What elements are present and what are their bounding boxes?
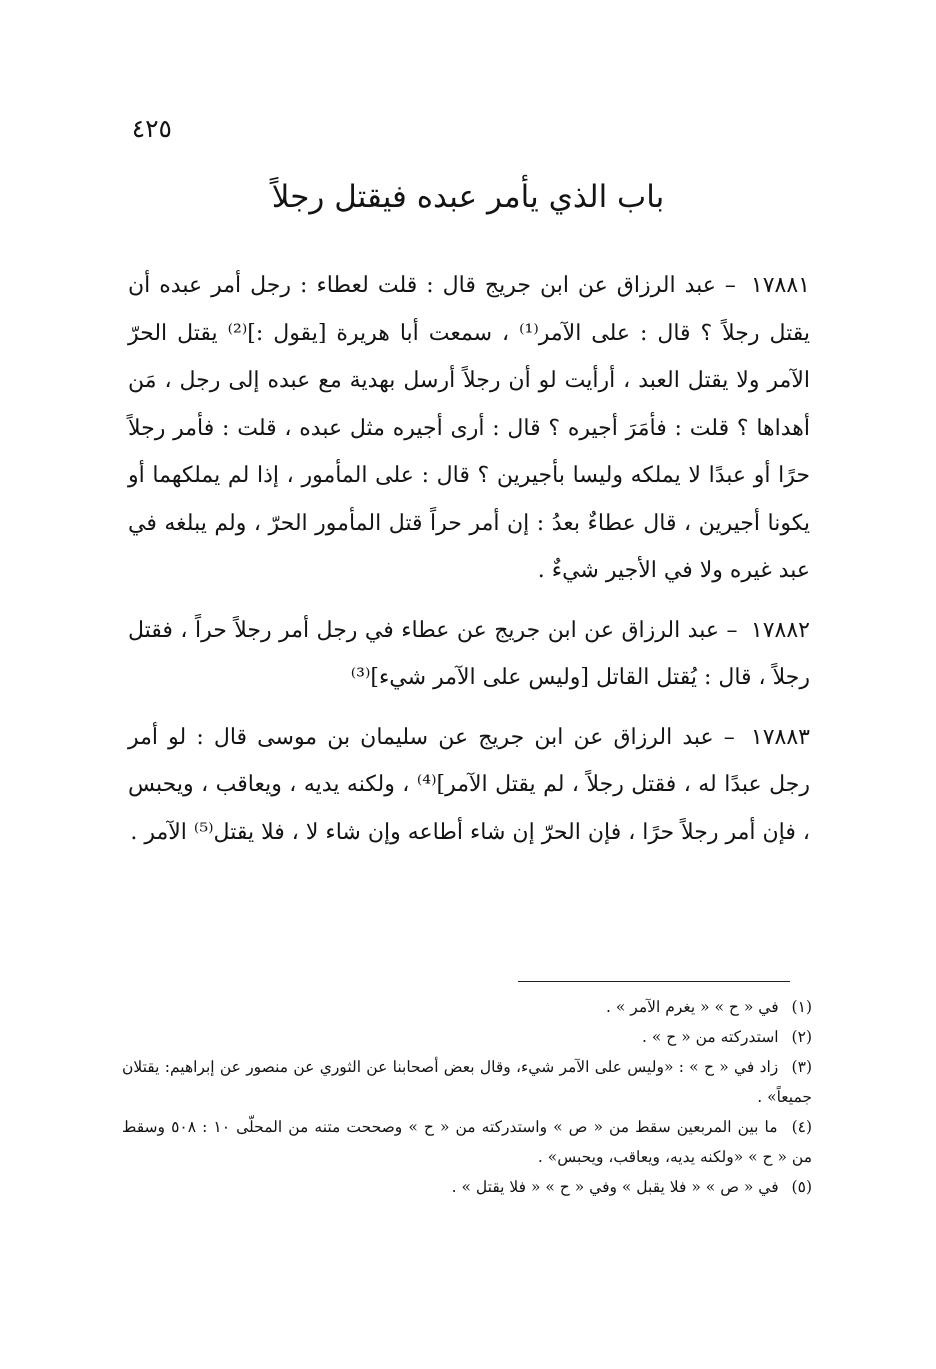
footnote bbox=[122, 1172, 812, 1202]
hadith-paragraph bbox=[128, 262, 810, 595]
footnote-text: زاد في « ح » : «وليس على الآمر شيء، وقال بعض أصحابنا عن الثوري عن منصور عن إبراهيم: يقتلان جميعاً» . bbox=[122, 1058, 812, 1106]
hadith-paragraph bbox=[128, 607, 810, 702]
hadith-text: – عبد الرزاق عن ابن جريج عن عطاء في رجل أمر رجلاً حراً ، فقتل رجلاً ، قال : يُقتل القاتل [وليس على الآمر شيء]⁽³⁾ bbox=[128, 617, 810, 690]
footnotes bbox=[122, 992, 812, 1202]
footnote bbox=[122, 1112, 812, 1172]
footnote-number: (٤) bbox=[791, 1118, 813, 1136]
footnote-text: في « ح » « يغرم الآمر » . bbox=[606, 998, 779, 1016]
footnote-number: (١) bbox=[791, 998, 812, 1016]
footnote-text: ما بين المربعين سقط من « ص » واستدركته من « ح » وصححت متنه من المحلّى ١٠ : ٥٠٨ وسقط من « ح » «ولكنه يديه، ويعاقب، ويحبس» . bbox=[122, 1118, 812, 1166]
footnote-number: (٣) bbox=[791, 1058, 812, 1076]
footnote-text: في « ص » « فلا يقبل » وفي « ح » « فلا يقتل » . bbox=[451, 1178, 779, 1196]
footnote-text: استدركته من « ح » . bbox=[642, 1028, 779, 1046]
hadith-paragraph bbox=[128, 714, 810, 857]
footnote bbox=[122, 1022, 812, 1052]
hadith-text: – عبد الرزاق عن ابن جريج عن سليمان بن موسى قال : لو أمر رجل عبدًا له ، فقتل رجلاً ، لم يقتل الآمر]⁽⁴⁾ ، ولكنه يديه ، ويعاقب ، ويحبس ، فإن أمر رجلاً حرًا ، فإن الحرّ إن شاء أطاعه وإن شاء لا ، فلا يقتل⁽⁵⁾ الآمر . bbox=[128, 724, 810, 845]
footnote-number: (٢) bbox=[791, 1028, 812, 1046]
hadith-number: ١٧٨٨٢ bbox=[750, 617, 810, 643]
hadith-number: ١٧٨٨٣ bbox=[750, 724, 810, 750]
footnote bbox=[122, 992, 812, 1022]
main-text bbox=[128, 262, 810, 868]
hadith-number: ١٧٨٨١ bbox=[750, 273, 810, 298]
footnote bbox=[122, 1052, 812, 1112]
footnote-divider bbox=[518, 981, 790, 982]
chapter-title: باب الذي يأمر عبده فيقتل رجلاً bbox=[271, 179, 665, 215]
page-number: ٤٢٥ bbox=[131, 114, 172, 143]
hadith-text: – عبد الرزاق عن ابن جريج قال : قلت لعطاء : رجل أمر عبده أن يقتل رجلاً ؟ قال : على الآمر⁽¹⁾ ، سمعت أبا هريرة [يقول :]⁽²⁾ يقتل الحرّ الآمر ولا يقتل العبد ، أرأيت لو أن رجلاً أرسل بهدية مع عبده إلى رجل ، مَن أهداها ؟ قلت : فأمَرَ أجيره ؟ قال : أرى أجيره مثل عبده ، قلت : فأمر رجلاً حرًا أو عبدًا لا يملكه وليسا بأجيرين ؟ قال : على المأمور ، إذا لم يملكهما أو يكونا أجيرين ، قال عطاءٌ بعدُ : إن أمر حراً قتل المأمور الحرّ ، ولم يبلغه في عبد غيره ولا في الأجير شيءٌ . bbox=[128, 273, 810, 583]
footnote-number: (٥) bbox=[791, 1178, 812, 1196]
